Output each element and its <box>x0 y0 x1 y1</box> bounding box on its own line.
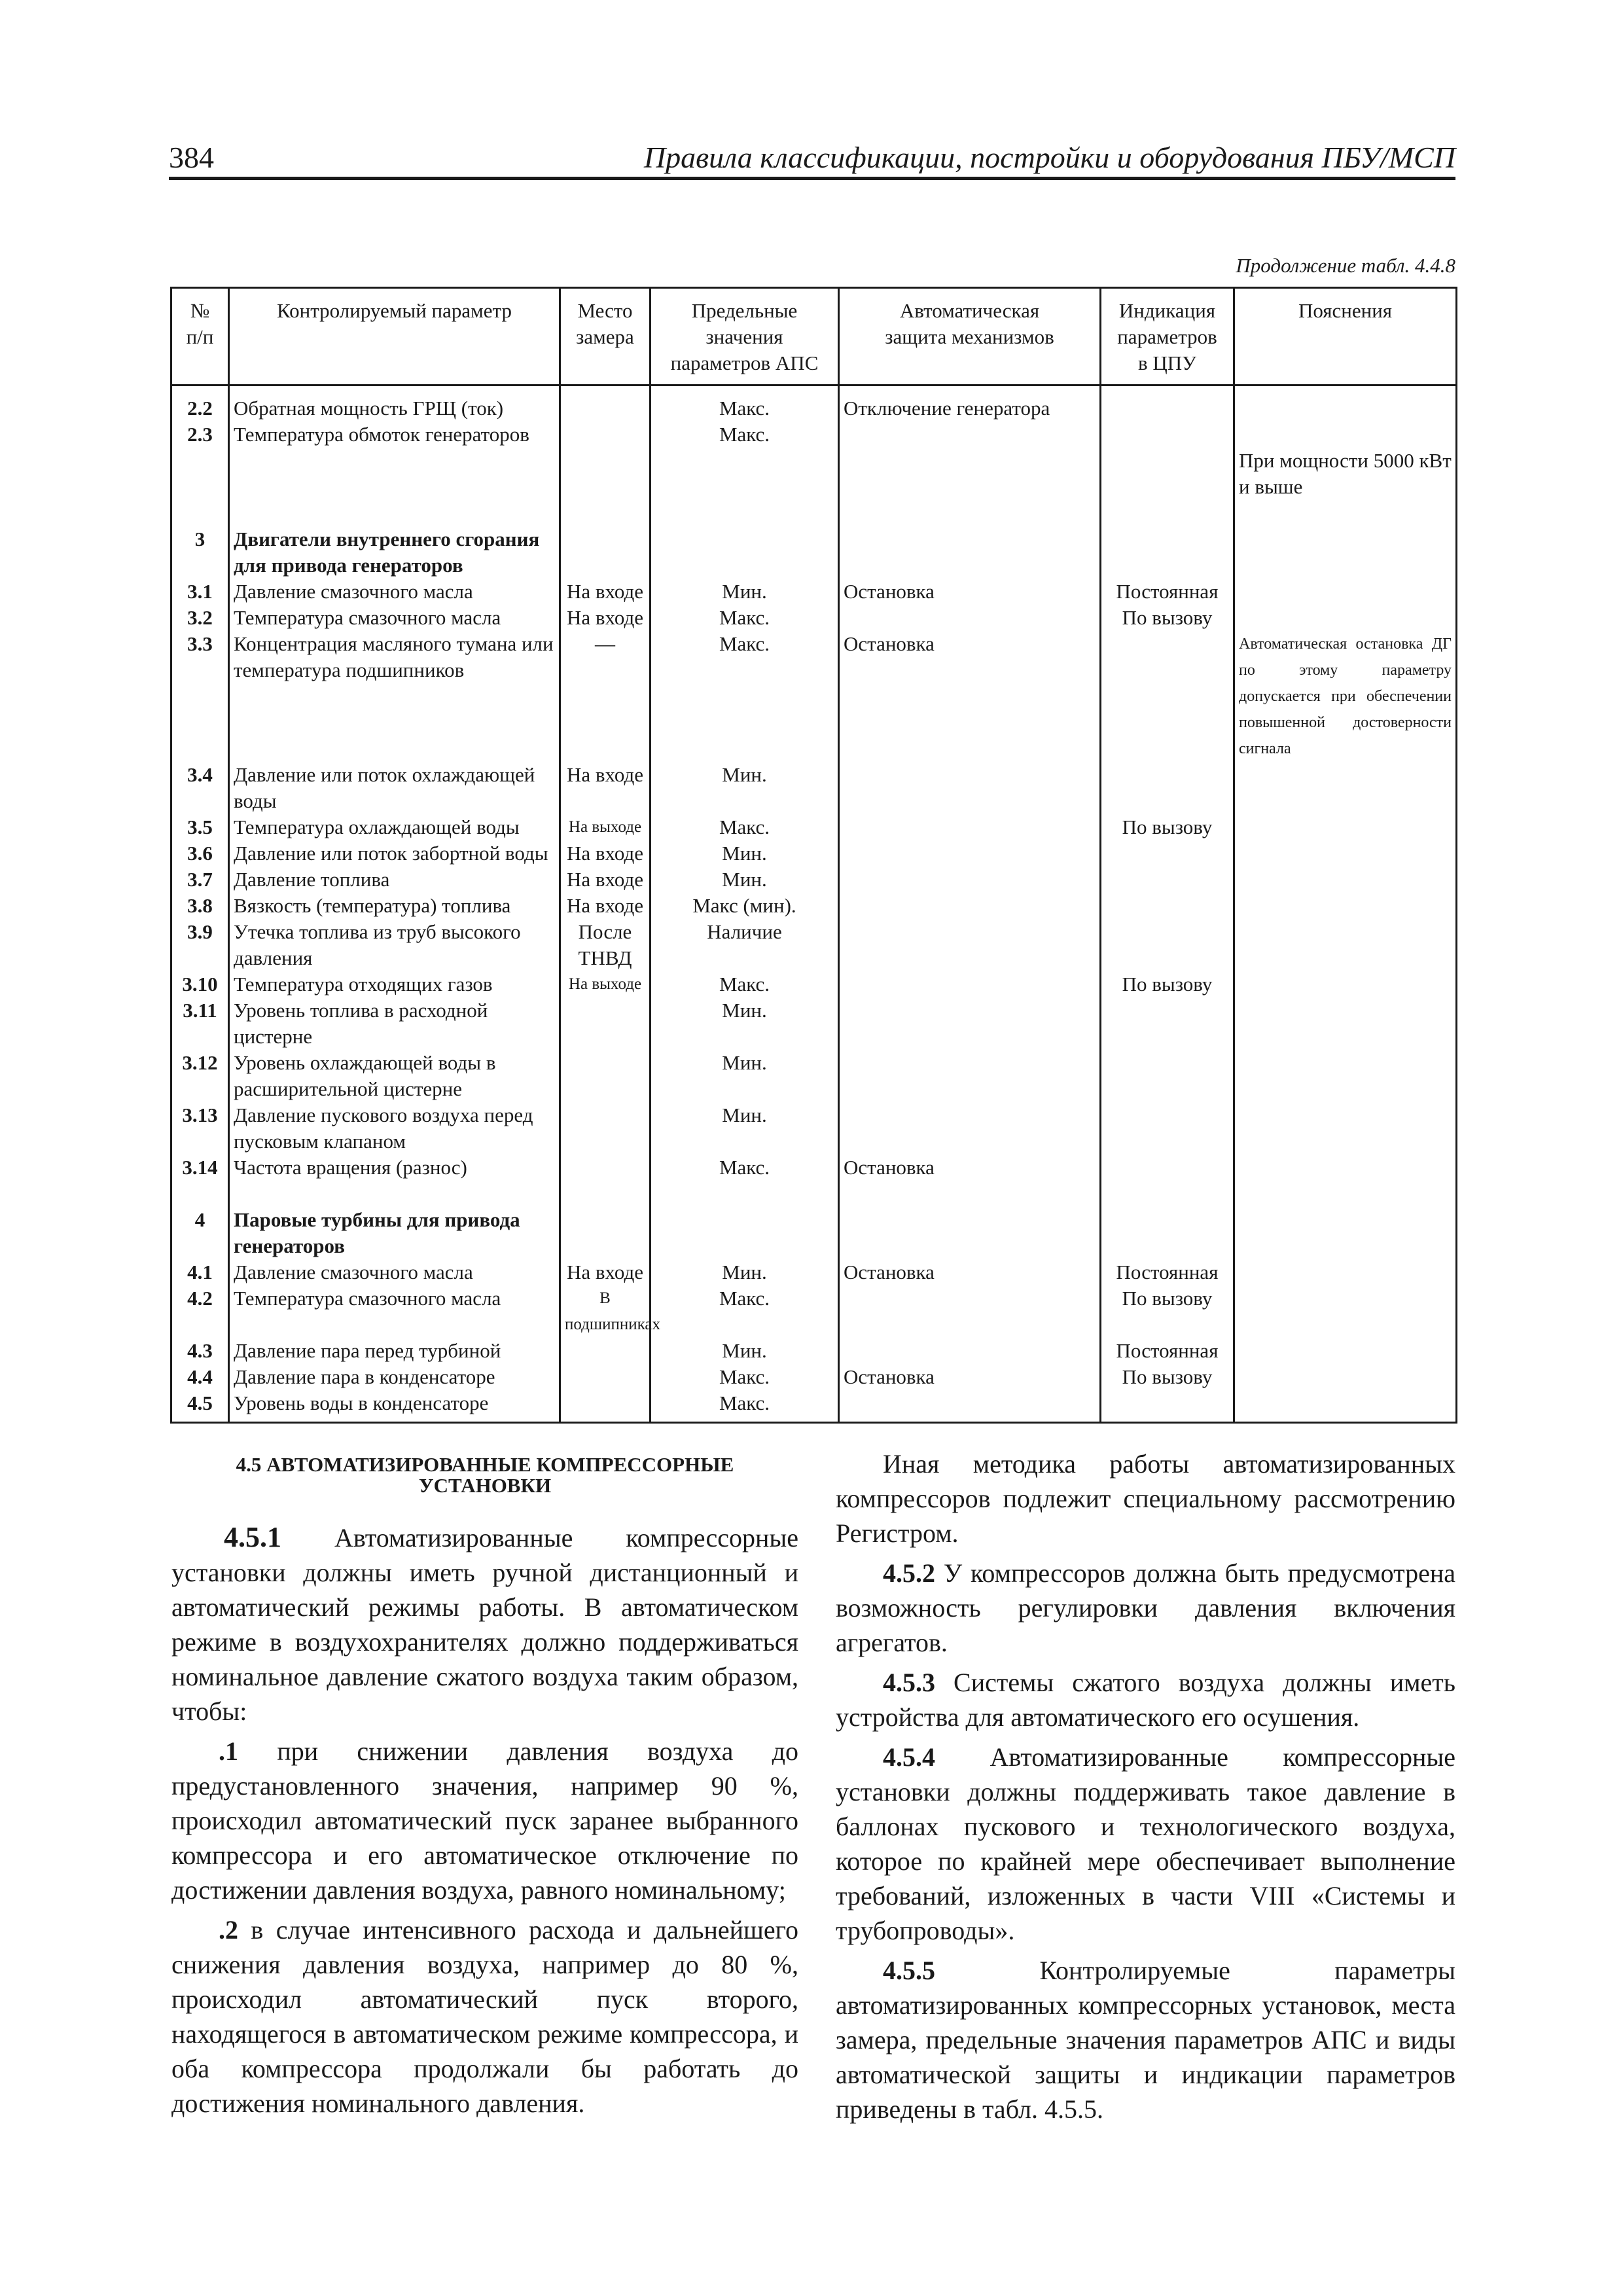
cell-place: На входе <box>560 762 651 814</box>
cell-indication: По вызову <box>1101 1364 1234 1390</box>
cell-place <box>560 1050 651 1102</box>
cell-number: 3.2 <box>171 605 229 631</box>
cell-indication <box>1101 867 1234 893</box>
table-row <box>171 1155 1457 1181</box>
paragraph-other-method: Иная методика работы автоматизированных компрессоров подлежит специальному рассмотрению Регистром. <box>836 1449 1455 1548</box>
cell-place: После ТНВД <box>560 919 651 971</box>
table-row <box>171 867 1457 893</box>
cell-place <box>560 386 651 422</box>
cell-limit: Мин. <box>651 1050 839 1102</box>
table-header-row <box>171 288 1457 386</box>
table-row <box>171 1259 1457 1285</box>
col-header-indication: Индикация параметров в ЦПУ <box>1101 288 1234 386</box>
cell-protection <box>839 867 1101 893</box>
left-column <box>171 1520 798 2126</box>
table-row <box>171 1390 1457 1423</box>
cell-number: 4 <box>171 1207 229 1259</box>
cell-place: На выходе <box>560 971 651 997</box>
page-number: 384 <box>169 141 214 174</box>
cell-place: На выходе <box>560 814 651 840</box>
cell-place: На входе <box>560 605 651 631</box>
cell-indication: Постоянная <box>1101 1338 1234 1364</box>
cell-parameter: Давление или поток охлаждающей воды <box>229 762 560 814</box>
cell-indication: По вызову <box>1101 1285 1234 1338</box>
table-row <box>171 1207 1457 1259</box>
col-header-parameter: Контролируемый параметр <box>229 288 560 386</box>
cell-place: На входе <box>560 840 651 867</box>
cell-limit: Мин. <box>651 997 839 1050</box>
cell-note: При мощности 5000 кВт и выше <box>1234 422 1457 500</box>
cell-protection: Остановка <box>839 1364 1101 1390</box>
list-item-1: .1 при снижении давления воздуха до предустановленного значения, например 90 %, происходил автоматический пуск заранее выбранного компрессора и его автоматическое отключение по достижении давления воздуха, равного номинальному; <box>171 1736 798 1905</box>
cell-parameter: Уровень воды в конденсаторе <box>229 1390 560 1423</box>
cell-place <box>560 1207 651 1259</box>
table-row <box>171 1338 1457 1364</box>
cell-note <box>1234 526 1457 579</box>
cell-parameter: Концентрация масляного тумана или температура подшипников <box>229 631 560 762</box>
cell-number: 3.10 <box>171 971 229 997</box>
col-header-limit: Предельные значения параметров АПС <box>651 288 839 386</box>
cell-number: 3.9 <box>171 919 229 971</box>
cell-limit <box>651 1207 839 1259</box>
cell-parameter: Давление смазочного масла <box>229 1259 560 1285</box>
cell-parameter: Температура смазочного масла <box>229 605 560 631</box>
cell-indication <box>1101 1050 1234 1102</box>
note-text: Автоматическая остановка ДГ по этому параметру допускается при обеспечении повышенной достоверности сигнала <box>1239 636 1452 757</box>
cell-place <box>560 1155 651 1181</box>
col-header-number: № п/п <box>171 288 229 386</box>
paragraph-4-5-5: 4.5.5 Контролируемые параметры автоматизированных компрессорных установок, места замера, предельные значения параметров АПС и виды автоматической защиты и индикации параметров приведены в табл. 4.5.5. <box>836 1956 1455 2124</box>
cell-note <box>1234 867 1457 893</box>
table-row <box>171 893 1457 919</box>
col-header-notes: Пояснения <box>1234 288 1457 386</box>
cell-protection <box>839 840 1101 867</box>
cell-protection: Остановка <box>839 579 1101 605</box>
table-row <box>171 814 1457 840</box>
cell-protection <box>839 1207 1101 1259</box>
table-spacer-row <box>171 1181 1457 1207</box>
cell-number: 3.5 <box>171 814 229 840</box>
cell-parameter: Утечка топлива из труб высокого давления <box>229 919 560 971</box>
cell-place <box>560 422 651 500</box>
paragraph-4-5-4: 4.5.4 Автоматизированные компрессорные установки должны поддерживать такое давление в баллонах пускового и технологического воздуха, которое по крайней мере обеспечивает выполнение требований, изложенных в части VIII «Системы и трубопроводы». <box>836 1742 1455 1945</box>
table-row <box>171 1102 1457 1155</box>
cell-number: 3.12 <box>171 1050 229 1102</box>
cell-limit: Макс. <box>651 814 839 840</box>
running-title: Правила классификации, постройки и оборудования ПБУ/МСП <box>643 141 1455 174</box>
table-continuation-label: Продолжение табл. 4.4.8 <box>1236 254 1455 277</box>
cell-place: — <box>560 631 651 762</box>
col-header-protection: Автоматическая защита механизмов <box>839 288 1101 386</box>
cell-indication <box>1101 1207 1234 1259</box>
cell-protection <box>839 762 1101 814</box>
cell-number: 2.2 <box>171 386 229 422</box>
section-heading: 4.5 АВТОМАТИЗИРОВАННЫЕ КОМПРЕССОРНЫЕ УСТАНОВКИ <box>236 1453 734 1497</box>
cell-limit: Макс. <box>651 386 839 422</box>
cell-parameter: Давление топлива <box>229 867 560 893</box>
cell-indication: Постоянная <box>1101 579 1234 605</box>
cell-place: В подшипниках <box>560 1285 651 1338</box>
cell-protection <box>839 997 1101 1050</box>
cell-indication <box>1101 893 1234 919</box>
cell-note <box>1234 1338 1457 1364</box>
cell-protection: Остановка <box>839 631 1101 762</box>
cell-parameter: Частота вращения (разнос) <box>229 1155 560 1181</box>
cell-parameter: Температура смазочного масла <box>229 1285 560 1338</box>
cell-number: 4.2 <box>171 1285 229 1338</box>
cell-protection <box>839 1338 1101 1364</box>
cell-protection <box>839 526 1101 579</box>
cell-indication <box>1101 386 1234 422</box>
table-row <box>171 971 1457 997</box>
right-column <box>836 1446 1455 2132</box>
cell-place <box>560 997 651 1050</box>
table-row <box>171 997 1457 1050</box>
cell-note <box>1234 1285 1457 1338</box>
cell-note <box>1234 386 1457 422</box>
cell-parameter: Уровень охлаждающей воды в расширительной цистерне <box>229 1050 560 1102</box>
cell-indication <box>1101 840 1234 867</box>
paragraph-4-5-2: 4.5.2 У компрессоров должна быть предусмотрена возможность регулировки давления включения агрегатов. <box>836 1558 1456 1657</box>
cell-protection <box>839 605 1101 631</box>
paragraph-4-5-3: 4.5.3 Системы сжатого воздуха должны иметь устройства для автоматического его осушения. <box>836 1668 1456 1732</box>
table-row <box>171 386 1457 422</box>
cell-protection: Отключение генератора <box>839 386 1101 422</box>
table-row <box>171 840 1457 867</box>
cell-place <box>560 1364 651 1390</box>
cell-number: 3.4 <box>171 762 229 814</box>
cell-parameter: Температура отходящих газов <box>229 971 560 997</box>
cell-limit: Мин. <box>651 840 839 867</box>
cell-note <box>1234 762 1457 814</box>
cell-note <box>1234 1364 1457 1390</box>
cell-number: 3.1 <box>171 579 229 605</box>
cell-protection <box>839 1102 1101 1155</box>
cell-indication <box>1101 1102 1234 1155</box>
cell-limit: Макс. <box>651 1155 839 1181</box>
cell-note <box>1234 1207 1457 1259</box>
cell-note <box>1234 1050 1457 1102</box>
cell-note <box>1234 1102 1457 1155</box>
header-rule <box>169 177 1455 180</box>
cell-number: 3.8 <box>171 893 229 919</box>
cell-parameter: Температура обмоток генераторов <box>229 422 560 500</box>
table-row <box>171 762 1457 814</box>
table-spacer-row <box>171 500 1457 526</box>
list-item-2: .2 в случае интенсивного расхода и дальнейшего снижения давления воздуха, например до 80 %, происходил автоматический пуск второго, находящегося в автоматическом режиме компрессора, и оба компрессора продолжали бы работать до достижения номинального давления. <box>171 1915 798 2118</box>
cell-number: 4.3 <box>171 1338 229 1364</box>
cell-indication <box>1101 919 1234 971</box>
cell-protection <box>839 919 1101 971</box>
cell-parameter: Двигатели внутреннего сгорания для привода генераторов <box>229 526 560 579</box>
cell-number: 3 <box>171 526 229 579</box>
cell-note <box>1234 1259 1457 1285</box>
cell-limit: Макс. <box>651 605 839 631</box>
cell-number: 3.3 <box>171 631 229 762</box>
cell-number: 2.3 <box>171 422 229 500</box>
cell-indication: По вызову <box>1101 605 1234 631</box>
cell-limit: Мин. <box>651 867 839 893</box>
cell-indication <box>1101 422 1234 500</box>
cell-protection <box>839 1050 1101 1102</box>
cell-place: На входе <box>560 579 651 605</box>
cell-parameter: Давление пара перед турбиной <box>229 1338 560 1364</box>
cell-limit: Мин. <box>651 1338 839 1364</box>
cell-protection: Остановка <box>839 1155 1101 1181</box>
cell-number: 3.14 <box>171 1155 229 1181</box>
cell-indication <box>1101 1155 1234 1181</box>
table-row <box>171 1050 1457 1102</box>
cell-parameter: Уровень топлива в расходной цистерне <box>229 997 560 1050</box>
cell-parameter: Обратная мощность ГРЩ (ток) <box>229 386 560 422</box>
cell-number: 4.4 <box>171 1364 229 1390</box>
cell-protection <box>839 893 1101 919</box>
col-header-place: Место замера <box>560 288 651 386</box>
table-row <box>171 631 1457 762</box>
cell-parameter: Давление пускового воздуха перед пусковым клапаном <box>229 1102 560 1155</box>
cell-place <box>560 1102 651 1155</box>
cell-protection <box>839 422 1101 500</box>
table-row <box>171 526 1457 579</box>
cell-limit: Макс. <box>651 422 839 500</box>
cell-parameter: Давление или поток забортной воды <box>229 840 560 867</box>
cell-number: 3.6 <box>171 840 229 867</box>
paragraph-4-5-1: 4.5.1 Автоматизированные компрессорные установки должны иметь ручной дистанционный и автоматический режимы работы. В автоматическом режиме в воздухохранителях должно поддерживаться номинальное давление сжатого воздуха таким образом, чтобы: <box>171 1521 798 1726</box>
cell-indication <box>1101 762 1234 814</box>
cell-protection <box>839 814 1101 840</box>
cell-place <box>560 526 651 579</box>
cell-parameter: Давление пара в конденсаторе <box>229 1364 560 1390</box>
table-row <box>171 605 1457 631</box>
cell-place <box>560 1390 651 1423</box>
cell-number: 3.11 <box>171 997 229 1050</box>
cell-number: 3.7 <box>171 867 229 893</box>
cell-number: 4.1 <box>171 1259 229 1285</box>
cell-number: 4.5 <box>171 1390 229 1423</box>
cell-parameter: Температура охлаждающей воды <box>229 814 560 840</box>
cell-note <box>1234 971 1457 997</box>
cell-note <box>1234 893 1457 919</box>
cell-indication: Постоянная <box>1101 1259 1234 1285</box>
cell-indication <box>1101 997 1234 1050</box>
cell-note <box>1234 605 1457 631</box>
cell-number: 3.13 <box>171 1102 229 1155</box>
cell-indication <box>1101 526 1234 579</box>
cell-indication <box>1101 1390 1234 1423</box>
cell-limit: Мин. <box>651 762 839 814</box>
table-row <box>171 422 1457 500</box>
cell-note <box>1234 997 1457 1050</box>
cell-place: На входе <box>560 867 651 893</box>
table-row <box>171 1285 1457 1338</box>
cell-parameter: Вязкость (температура) топлива <box>229 893 560 919</box>
cell-note <box>1234 919 1457 971</box>
cell-note <box>1234 1390 1457 1423</box>
cell-note <box>1234 814 1457 840</box>
cell-indication: По вызову <box>1101 971 1234 997</box>
cell-limit: Мин. <box>651 579 839 605</box>
cell-indication: По вызову <box>1101 814 1234 840</box>
cell-limit: Макс. <box>651 631 839 762</box>
table-row <box>171 1364 1457 1390</box>
cell-limit: Макс. <box>651 1364 839 1390</box>
table-row <box>171 579 1457 605</box>
cell-place: На входе <box>560 893 651 919</box>
cell-note <box>1234 631 1457 762</box>
cell-limit: Мин. <box>651 1102 839 1155</box>
cell-limit: Мин. <box>651 1259 839 1285</box>
cell-protection <box>839 1390 1101 1423</box>
cell-note <box>1234 840 1457 867</box>
cell-indication <box>1101 631 1234 762</box>
cell-limit: Макс. <box>651 971 839 997</box>
cell-protection <box>839 971 1101 997</box>
cell-protection: Остановка <box>839 1259 1101 1285</box>
cell-place: На входе <box>560 1259 651 1285</box>
cell-parameter: Паровые турбины для привода генераторов <box>229 1207 560 1259</box>
cell-note <box>1234 1155 1457 1181</box>
cell-limit: Наличие <box>651 919 839 971</box>
cell-place <box>560 1338 651 1364</box>
cell-limit: Макс. <box>651 1390 839 1423</box>
cell-note <box>1234 579 1457 605</box>
cell-limit <box>651 526 839 579</box>
parameters-table <box>170 287 1457 1424</box>
cell-limit: Макс (мин). <box>651 893 839 919</box>
cell-parameter: Давление смазочного масла <box>229 579 560 605</box>
cell-protection <box>839 1285 1101 1338</box>
table-row <box>171 919 1457 971</box>
cell-limit: Макс. <box>651 1285 839 1338</box>
